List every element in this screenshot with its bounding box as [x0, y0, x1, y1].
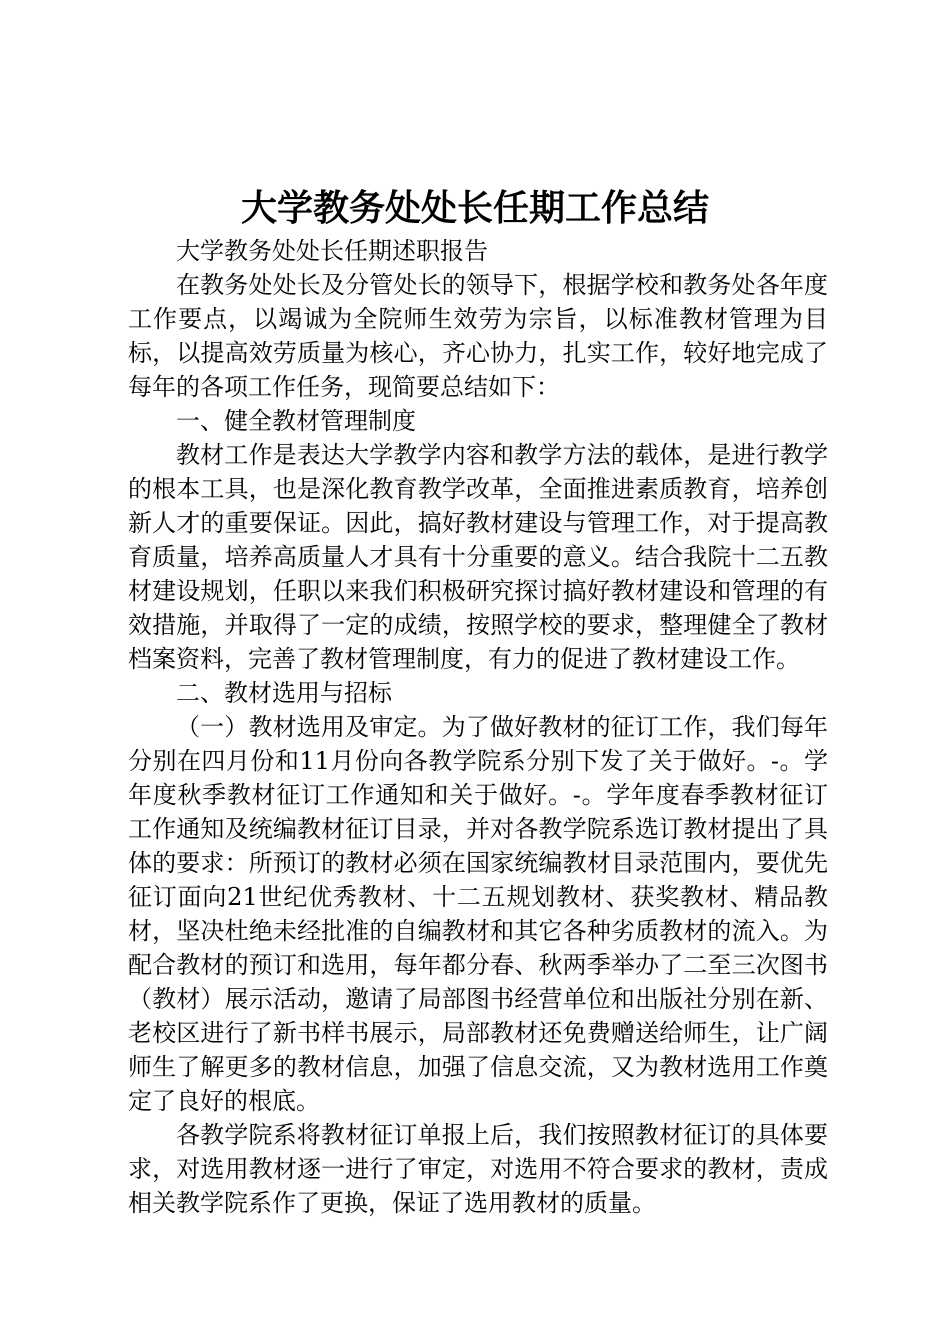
document-body — [128, 234, 828, 1220]
intro-paragraph: 在教务处处长及分管处长的领导下，根据学校和教务处各年度工作要点，以竭诚为全院师生效劳为宗旨，以标准教材管理为目标，以提高效劳质量为核心，齐心协力，扎实工作，较好地完成了每年的各项工作任务，现简要总结如下： — [128, 271, 828, 401]
section-2-paragraph-2: 各教学院系将教材征订单报上后，我们按照教材征订的具体要求，对选用教材逐一进行了审定，对选用不符合要求的教材，责成相关教学院系作了更换，保证了选用教材的质量。 — [128, 1121, 828, 1217]
section-2-paragraph-1: （一）教材选用及审定。为了做好教材的征订工作，我们每年分别在四月份和11月份向各教学院系分别下发了关于做好。-。学年度秋季教材征订工作通知和关于做好。-。学年度春季教材征订工作通知及统编教材征订目录，并对各教学院系选订教材提出了具体的要求：所预订的教材必须在国家统编教材目录范围内，要优先征订面向21世纪优秀教材、十二五规划教材、获奖教材、精品教材，坚决杜绝未经批准的自编教材和其它各种劣质教材的流入。为配合教材的预订和选用，每年都分春、秋两季举办了二至三次图书（教材）展示活动，邀请了局部图书经营单位和出版社分别在新、老校区进行了新书样书展示，局部教材还免费赠送给师生，让广阔师生了解更多的教材信息，加强了信息交流，又为教材选用工作奠定了良好的根底。 — [128, 713, 828, 1115]
section-heading-2: 二、教材选用与招标 — [176, 679, 392, 707]
section-1-paragraph: 教材工作是表达大学教学内容和教学方法的载体，是进行教学的根本工具，也是深化教育教学改革，全面推进素质教育，培养创新人才的重要保证。因此，搞好教材建设与管理工作，对于提高教育质量，培养高质量人才具有十分重要的意义。结合我院十二五教材建设规划，任职以来我们积极研究探讨搞好教材建设和管理的有效措施，并取得了一定的成绩，按照学校的要求，整理健全了教材档案资料，完善了教材管理制度，有力的促进了教材建设工作。 — [128, 441, 828, 673]
report-subtitle: 大学教务处处长任期述职报告 — [176, 237, 488, 265]
document-title: 大学教务处处长任期工作总结 — [240, 187, 709, 229]
section-heading-1: 一、健全教材管理制度 — [176, 407, 416, 435]
